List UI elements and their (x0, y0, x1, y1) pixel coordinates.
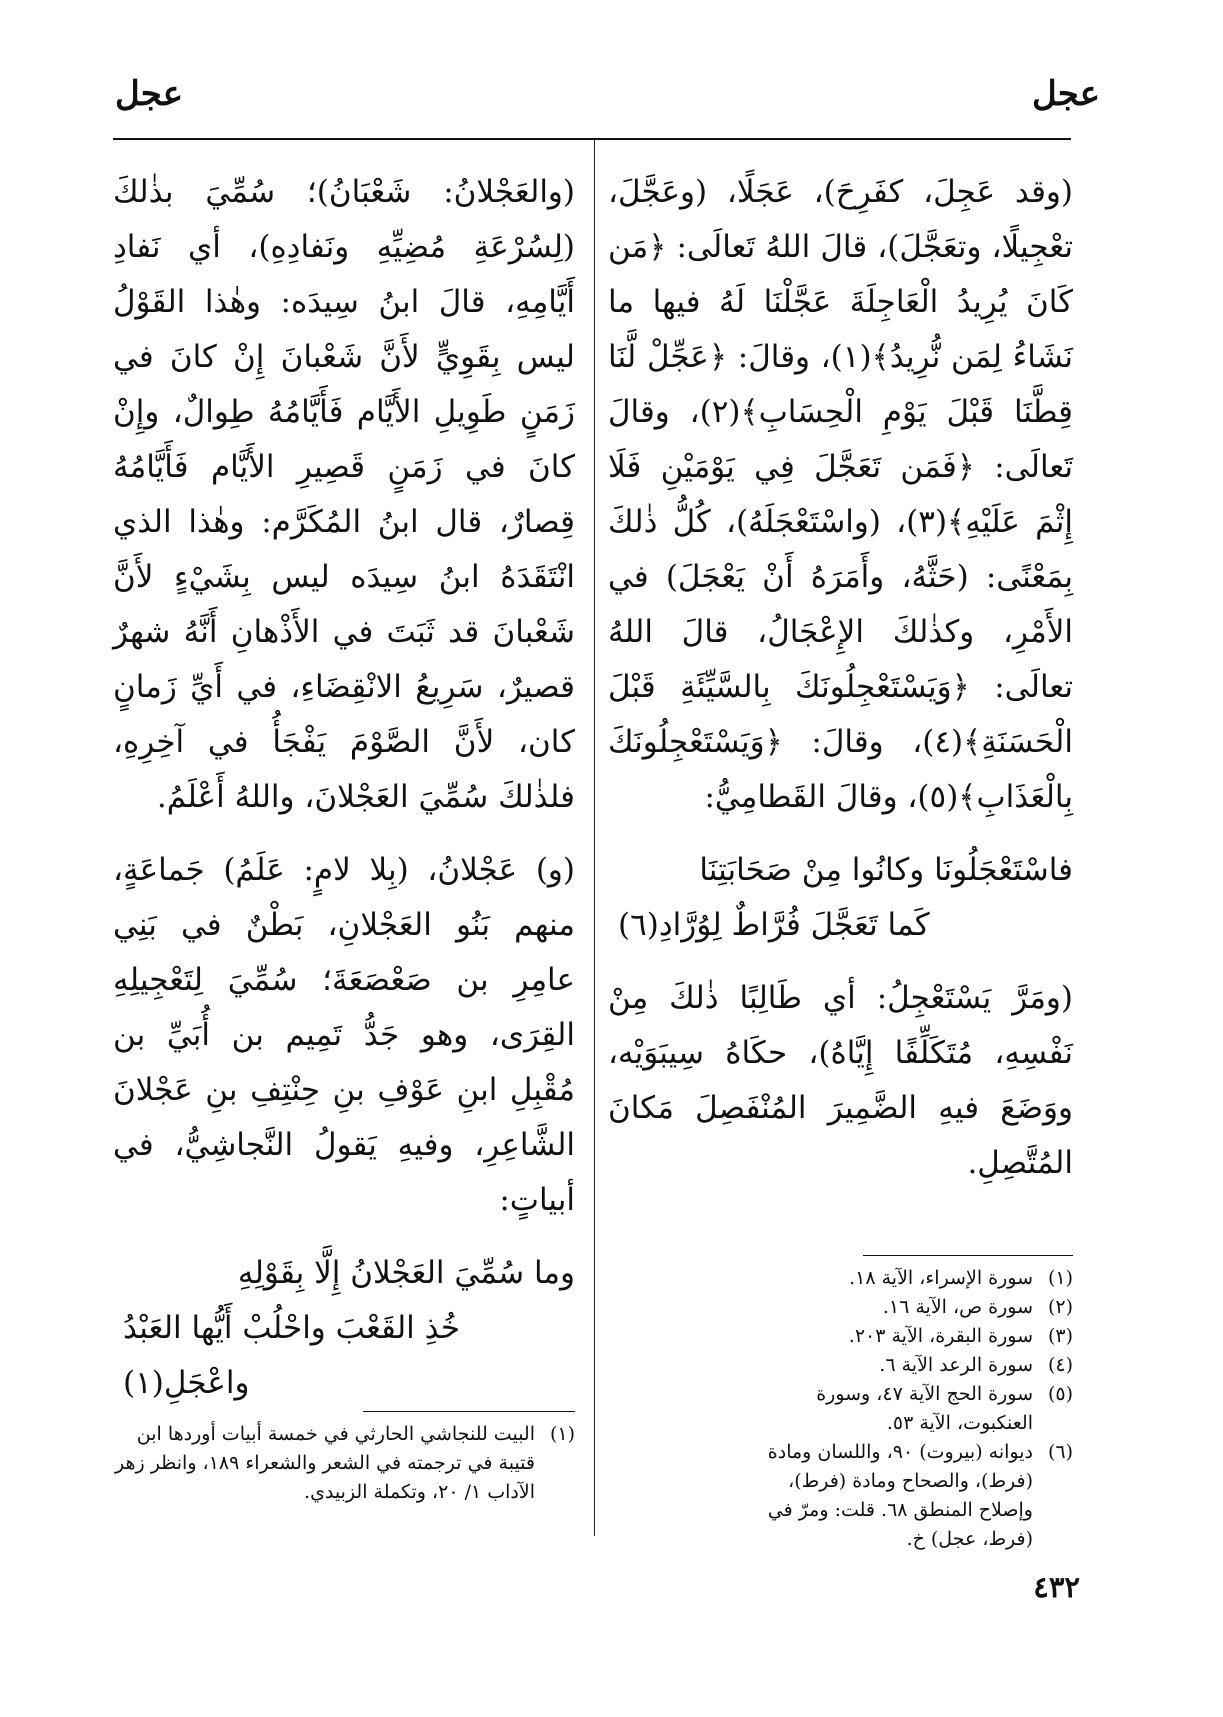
left-column-paragraph-1: (والعَجْلانُ: شَعْبَانُ)؛ سُمِّيَ بذٰلكَ (لِسُرْعَةِ مُضِيِّهِ ونَفادِهِ)، أي نَفادِ أَيَّامِهِ، قالَ ابنُ سِيدَه: وهٰذا القَوْلُ ليس بِقَوِيٍّ لأَنَّ شَعْبانَ إِنْ كانَ في زَمَنٍ طَوِيلِ الأَيَّام فَأَيَّامُهُ طِوالٌ، وإِنْ كانَ في زَمَنٍ قَصِيرِ الأَيَّام فَأَيَّامُهُ قِصارٌ، قال ابنُ المُكَرَّم: وهٰذا الذي انْتَقَدَهُ ابنُ سِيدَه ليس بِشَيْءٍ لأَنَّ شَعْبانَ قد ثَبَتَ في الأَذْهانِ أَنَّهُ شهرٌ قصيرٌ، سَرِيعُ الانْقِضَاءِ، في أَيِّ زَمانٍ كان، لأَنَّ الصَّوْمَ يَفْجَأُ في آخِرِهِ، فلذٰلكَ سُمِّيَ العَجْلانَ، واللهُ أَعْلَمُ. (113, 174, 575, 815)
spacer (608, 953, 1073, 971)
footnote-text: سورة ص، الآية ١٦. (882, 1296, 1033, 1318)
footnote-number: (٢) (1047, 1296, 1073, 1318)
left-column (113, 165, 575, 1411)
running-header-left: عجل (115, 74, 183, 114)
footnote-number: (٦) (1047, 1441, 1073, 1463)
footnote (752, 1264, 1073, 1293)
footnote (752, 1438, 1073, 1554)
footnote-number: (٥) (1047, 1383, 1073, 1405)
footnotes-left (113, 1420, 575, 1507)
footnotes-right (752, 1264, 1073, 1554)
spacer (113, 1228, 575, 1246)
footnote (752, 1380, 1073, 1438)
spacer (113, 825, 575, 843)
page-number: ٤٣٢ (1033, 1570, 1080, 1604)
footnote (752, 1322, 1073, 1351)
left-column-paragraph-2: (و) عَجْلانُ، (بِلا لامٍ: عَلَمُ) جَماعَةٍ، منهم بَنُو العَجْلانِ، بَطْنٌ في بَنِي عامِرِ بن صَعْصَعَةَ؛ سُمِّيَ لِتَعْجِيلِهِ القِرَى، وهو جَدُّ تَمِيم بن أُبَيِّ بن مُقْبِلِ ابنِ عَوْفِ بنِ حِنْتِفِ بنِ عَجْلانَ الشَّاعِرِ، وفيهِ يَقولُ النَّجاشِيُّ، في أبياتٍ: (113, 852, 575, 1218)
right-column (608, 165, 1073, 1191)
footnote (752, 1293, 1073, 1322)
right-verse-second-hemistich: كَما تَعَجَّلَ فُرَّاطٌ لِوُرَّادِ(٦) (618, 907, 930, 943)
footnote-text: ديوانه (بيروت) ٩٠، واللسان ومادة (فرط)، والصحاح ومادة (فرط)، وإصلاح المنطق ٦٨. قلت: ومرّ في (فرط، عجل) خ. (767, 1441, 1033, 1550)
footnote-number: (١) (549, 1423, 575, 1445)
footnote-number: (١) (1047, 1267, 1073, 1289)
right-column-paragraph-1: (وقد عَجِلَ، كفَرِحَ)، عَجَلًا، (وعَجَّلَ، تعْجِيلًا، وتعَجَّلَ)، قالَ اللهُ تَعالَى: ﴿مَن كَانَ يُرِيدُ الْعَاجِلَةَ عَجَّلْنَا لَهُ فيها ما نَشَاءُ لِمَن نُّرِيدُ﴾(١)، وقالَ: ﴿عَجِّلْ لَّنَا قِطَّنَا قَبْلَ يَوْمِ الْحِسَابِ﴾(٢)، وقالَ تَعالَى: ﴿فَمَن تَعَجَّلَ فِي يَوْمَيْنِ فَلَا إِثْمَ عَلَيْهِ﴾(٣)، (واسْتَعْجَلَهُ)، كُلُّ ذٰلكَ بِمَعْنًى: (حَثَّهُ، وأَمَرَهُ أَنْ يَعْجَلَ) في الأَمْرِ، وكذٰلكَ الإِعْجَالُ، قالَ اللهُ تعالَى: ﴿وَيَسْتَعْجِلُونَكَ بِالسَّيِّئَةِ قَبْلَ الْحَسَنَةِ﴾(٤)، وقالَ: ﴿وَيَسْتَعْجِلُونَكَ بِالْعَذَابِ﴾(٥)، وقالَ القَطامِيُّ: (608, 174, 1074, 815)
footnote-rule-left (363, 1411, 575, 1412)
left-verse-first-hemistich: وما سُمِّيَ العَجْلانُ إِلَّا بِقَوْلِهِ (237, 1255, 575, 1291)
footnote (752, 1351, 1073, 1380)
left-verse-second-hemistich: خُذِ القَعْبَ واحْلُبْ أَيُّها العَبْدُ واعْجَلِ(١) (123, 1310, 461, 1401)
header-rule (113, 138, 1071, 140)
footnote-text: البيت للنجاشي الحارثي في خمسة أبيات أوردها ابن قتيبة في ترجمته في الشعر والشعراء ١٨٩، وانظر زهر الآداب ١/ ٢٠، وتكملة الزبيدي. (114, 1423, 535, 1503)
footnote-text: سورة الحج الآية ٤٧، وسورة العنكبوت، الآية ٥٣. (816, 1383, 1033, 1434)
spacer (608, 825, 1073, 843)
footnote-rule-right (863, 1255, 1073, 1256)
right-column-paragraph-2: (ومَرَّ يَسْتَعْجِلُ: أي طَالِبًا ذٰلكَ مِنْ نَفْسِهِ، مُتَكَلِّفًا إِيَّاهُ)، حكَاهُ سِيبَوَيْه، ووَضَعَ فيهِ الضَّمِيرَ المُنْفَصِلَ مَكانَ المُتَّصِلِ. (608, 980, 1073, 1181)
footnote-text: سورة الإسراء، الآية ١٨. (849, 1267, 1033, 1289)
footnote-number: (٣) (1047, 1325, 1073, 1347)
column-divider (594, 140, 595, 1536)
footnote-number: (٤) (1047, 1354, 1073, 1376)
right-verse-first-hemistich: فاسْتَعْجَلُونَا وكانُوا مِنْ صَحَابَتِنَا (699, 852, 1073, 888)
footnote (113, 1420, 575, 1507)
running-header-right: عجل (1032, 74, 1100, 114)
footnote-text: سورة البقرة، الآية ٢٠٣. (848, 1325, 1033, 1347)
footnote-text: سورة الرعد الآية ٦. (879, 1354, 1033, 1376)
